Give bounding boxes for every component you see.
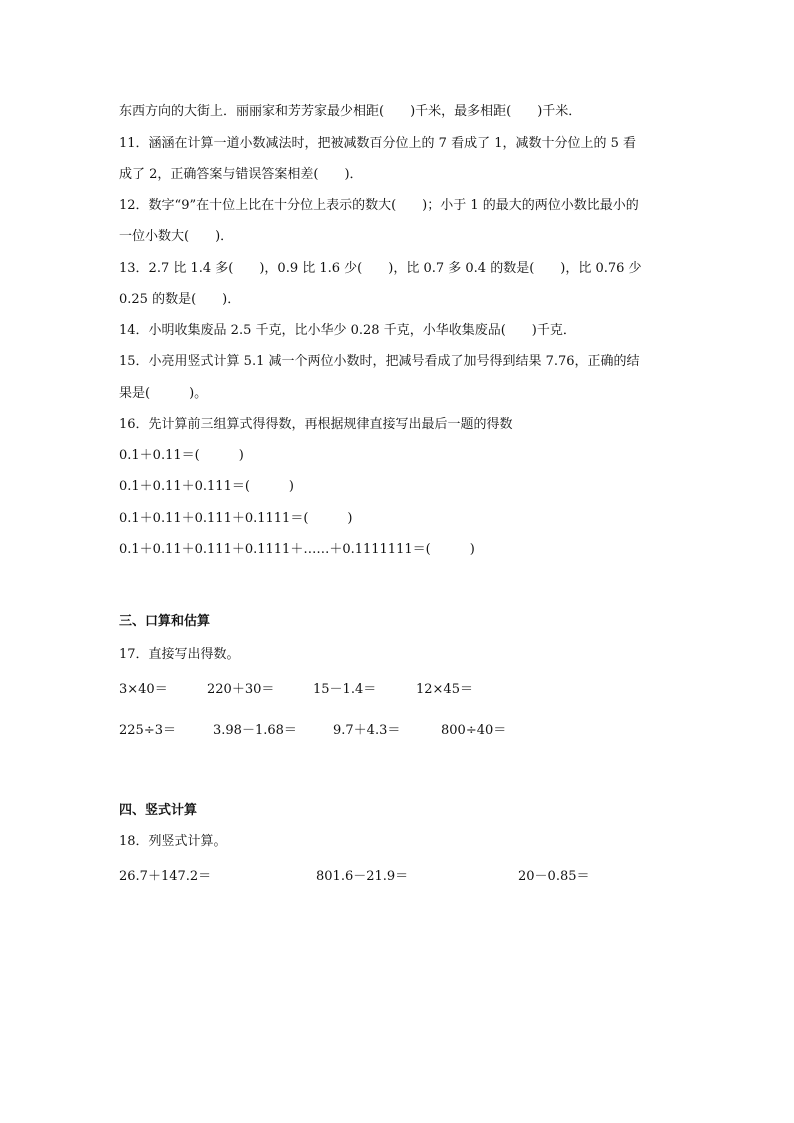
calc-item: 220＋30＝ xyxy=(207,682,275,697)
vertical-calc-item: 20－0.85＝ xyxy=(518,869,590,884)
question-11-line-2: 成了 2，正确答案与错误答案相差( )． xyxy=(119,167,363,182)
question-12-line-2: 一位小数大( )． xyxy=(119,229,234,244)
calc-item: 15－1.4＝ xyxy=(313,682,377,697)
question-13-line-2: 0.25 的数是( )． xyxy=(119,292,241,307)
equation-1: 0.1＋0.11＝( ) xyxy=(119,448,244,463)
vertical-calc-item: 801.6－21.9＝ xyxy=(316,869,409,884)
calc-item: 12×45＝ xyxy=(416,682,473,697)
calc-item: 800÷40＝ xyxy=(441,723,507,738)
question-15-line-1: 15．小亮用竖式计算 5.1 减一个两位小数时，把减号看成了加号得到结果 7.76，正确的结 xyxy=(119,354,640,369)
vertical-calc-item: 26.7＋147.2＝ xyxy=(119,869,212,884)
question-15-line-2: 果是( )。 xyxy=(119,386,208,401)
question-14-line: 14．小明收集废品 2.5 千克，比小华少 0.28 千克，小华收集废品( )千克． xyxy=(119,323,576,338)
equation-2: 0.1＋0.11＋0.111＝( ) xyxy=(119,479,294,494)
text-line: 东西方向的大街上．丽丽家和芳芳家最少相距( )千米，最多相距( )千米． xyxy=(119,104,582,119)
calc-item: 3×40＝ xyxy=(119,682,168,697)
section-3-heading: 三、口算和估算 xyxy=(119,614,211,629)
equation-4: 0.1＋0.11＋0.111＋0.1111＋……＋0.1111111＝( ) xyxy=(119,542,475,557)
equation-3: 0.1＋0.11＋0.111＋0.1111＝( ) xyxy=(119,511,353,526)
calc-item: 3.98－1.68＝ xyxy=(213,723,297,738)
section-4-heading: 四、竖式计算 xyxy=(119,803,198,818)
question-16-line: 16．先计算前三组算式得得数，再根据规律直接写出最后一题的得数 xyxy=(119,417,513,432)
question-13-line-1: 13．2.7 比 1.4 多( )，0.9 比 1.6 少( )，比 0.7 多 0.4 的数是( )，比 0.76 少 xyxy=(119,261,642,276)
calc-item: 9.7＋4.3＝ xyxy=(333,723,401,738)
calc-item: 225÷3＝ xyxy=(119,723,176,738)
question-11-line-1: 11．涵涵在计算一道小数减法时，把被减数百分位上的 7 看成了 1，减数十分位上的 5 看 xyxy=(119,136,637,151)
question-17: 17．直接写出得数。 xyxy=(119,647,240,662)
question-18: 18．列竖式计算。 xyxy=(119,834,227,849)
question-12-line-1: 12．数字“9”在十位上比在十分位上表示的数大( )；小于 1 的最大的两位小数比最小的 xyxy=(119,198,639,213)
